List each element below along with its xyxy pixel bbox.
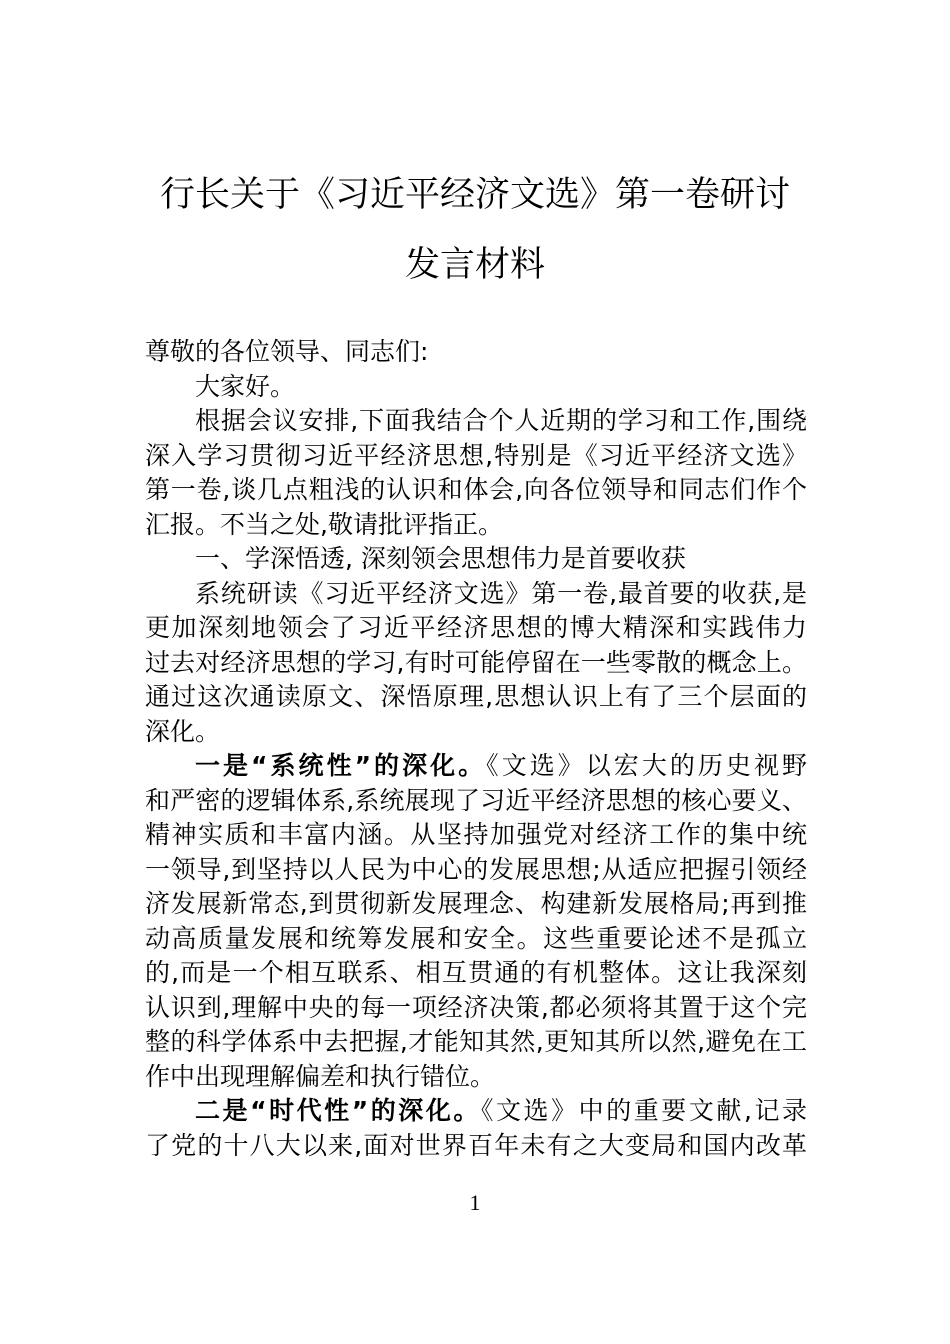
body-line: 汇报。不当之处,敬请批评指正。 [145,509,503,539]
body-line: 深入学习贯彻习近平经济思想,特别是《习近平经济文选》 [145,440,807,470]
point-text: 《文选》以宏大的历史视野 [486,751,807,780]
point-paragraph-1 [145,749,807,1094]
body-line [145,1094,807,1129]
title-line-1: 行长关于《习近平经济文选》第一卷研讨 [159,175,790,215]
body-line: 整的科学体系中去把握,才能知其然,更知其所以然,避免在工 [145,1027,807,1056]
body-line: 更加深刻地领会了习近平经济思想的博大精深和实践伟力 [145,613,807,642]
title-line-2: 发言材料 [404,245,545,285]
document-body [145,335,807,1163]
body-line: 根据会议安排,下面我结合个人近期的学习和工作,围绕 [195,406,807,435]
body-line: 深化。 [145,716,221,746]
section-paragraph [145,577,807,750]
body-line: 的,而是一个相互联系、相互贯通的有机整体。这让我深刻 [145,958,807,987]
body-line: 动高质量发展和统筹发展和安全。这些重要论述不是孤立 [145,923,807,953]
body-line: 了党的十八大以来,面对世界百年未有之大变局和国内改革 [145,1130,807,1160]
body-line: 作中出现理解偏差和执行错位。 [145,1061,496,1091]
point-paragraph-2 [145,1094,807,1163]
body-line: 第一卷,谈几点粗浅的认识和体会,向各位领导和同志们作个 [145,475,807,504]
body-line: 一领导,到坚持以人民为中心的发展思想;从适应把握引领经 [145,854,807,884]
document-title [0,160,950,300]
greeting: 大家好。 [195,371,296,401]
point-lead: 二是“时代性”的深化。 [195,1096,481,1125]
body-line: 通过这次通读原文、深悟原理,思想认识上有了三个层面的 [145,682,807,711]
page-number: 1 [469,1190,481,1215]
body-line: 和严密的逻辑体系,系统展现了习近平经济思想的核心要义、 [145,785,807,815]
body-line: 系统研读《习近平经济文选》第一卷,最首要的收获,是 [195,578,807,608]
body-line: 认识到,理解中央的每一项经济决策,都必须将其置于这个完 [145,992,807,1022]
point-lead: 一是“系统性”的深化。 [195,751,487,780]
section-heading: 一、学深悟透, 深刻领会思想伟力是首要收获 [195,544,686,573]
body-line: 过去对经济思想的学习,有时可能停留在一些零散的概念上。 [145,647,807,677]
body-line: 济发展新常态,到贯彻新发展理念、构建新发展格局;再到推 [145,889,807,918]
intro-paragraph [145,404,807,542]
salutation: 尊敬的各位领导、同志们: [145,337,429,366]
point-text: 《文选》中的重要文献,记录 [480,1096,807,1125]
body-line: 精神实质和丰富内涵。从坚持加强党对经济工作的集中统 [145,820,807,849]
body-line [145,749,807,784]
